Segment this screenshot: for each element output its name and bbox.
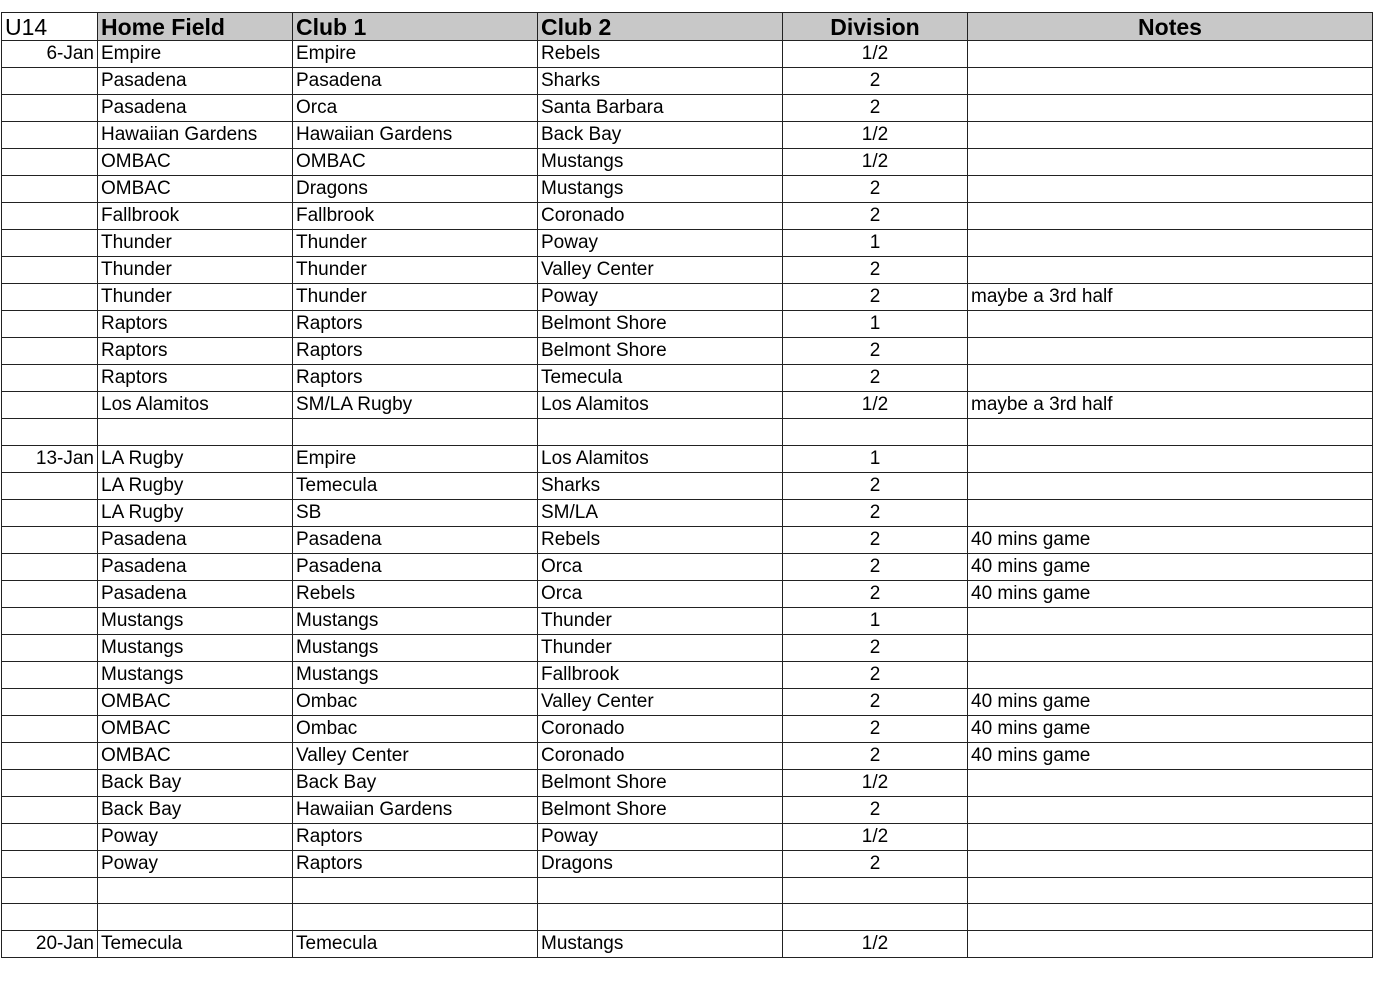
division-cell[interactable]: 1/2 [783,122,968,149]
club1-cell[interactable]: Empire [293,41,538,68]
club2-cell[interactable]: Orca [538,553,783,580]
home-field-cell[interactable]: OMBAC [98,149,293,176]
notes-cell[interactable] [968,445,1373,472]
division-cell[interactable]: 2 [783,850,968,877]
division-cell[interactable]: 2 [783,634,968,661]
table-row [2,445,1373,472]
division-cell[interactable]: 1/2 [783,823,968,850]
notes-cell[interactable] [968,338,1373,365]
club1-cell[interactable]: Valley Center [293,742,538,769]
home-field-cell[interactable]: Thunder [98,257,293,284]
club2-cell[interactable]: Santa Barbara [538,95,783,122]
notes-cell[interactable] [968,661,1373,688]
home-field-cell[interactable]: LA Rugby [98,499,293,526]
date-cell[interactable] [2,392,98,419]
notes-cell[interactable] [968,365,1373,392]
date-cell[interactable] [2,661,98,688]
division-cell[interactable]: 2 [783,526,968,553]
home-field-cell[interactable]: LA Rugby [98,472,293,499]
club1-cell[interactable]: SM/LA Rugby [293,392,538,419]
club1-cell[interactable]: Orca [293,95,538,122]
club2-cell[interactable]: Fallbrook [538,661,783,688]
date-cell[interactable]: 6-Jan [2,41,98,68]
table-row [2,149,1373,176]
notes-cell[interactable] [968,41,1373,68]
division-cell[interactable]: 2 [783,715,968,742]
date-cell[interactable] [2,904,98,931]
table-row [2,203,1373,230]
division-cell[interactable]: 1 [783,311,968,338]
club2-cell[interactable]: Valley Center [538,688,783,715]
division-cell[interactable]: 2 [783,580,968,607]
table-row [2,68,1373,95]
date-cell[interactable] [2,257,98,284]
schedule-table [1,12,1373,958]
header-row [2,13,1373,41]
date-cell[interactable] [2,311,98,338]
home-field-cell[interactable]: OMBAC [98,176,293,203]
club2-cell[interactable]: Coronado [538,203,783,230]
club1-cell[interactable]: Mustangs [293,661,538,688]
home-field-cell[interactable]: LA Rugby [98,445,293,472]
division-cell[interactable]: 1 [783,445,968,472]
notes-cell[interactable] [968,122,1373,149]
club2-cell[interactable]: Mustangs [538,149,783,176]
table-row [2,715,1373,742]
date-cell[interactable] [2,607,98,634]
home-field-cell[interactable]: Back Bay [98,796,293,823]
home-field-cell[interactable]: Pasadena [98,553,293,580]
home-field-cell[interactable] [98,904,293,931]
date-cell[interactable] [2,284,98,311]
division-cell[interactable] [783,419,968,446]
division-cell[interactable]: 2 [783,553,968,580]
club2-cell[interactable]: Rebels [538,41,783,68]
table-row [2,850,1373,877]
club1-cell[interactable]: Raptors [293,850,538,877]
date-cell[interactable] [2,149,98,176]
home-field-cell[interactable]: OMBAC [98,742,293,769]
table-row [2,392,1373,419]
table-row [2,499,1373,526]
club1-cell[interactable]: OMBAC [293,149,538,176]
date-cell[interactable] [2,823,98,850]
club2-cell[interactable]: SM/LA [538,499,783,526]
date-cell[interactable] [2,634,98,661]
club1-cell[interactable]: Temecula [293,930,538,957]
club2-cell[interactable]: Los Alamitos [538,392,783,419]
notes-cell[interactable] [968,311,1373,338]
notes-cell[interactable] [968,930,1373,957]
club2-cell[interactable]: Poway [538,284,783,311]
home-field-cell[interactable]: Pasadena [98,526,293,553]
date-cell[interactable] [2,553,98,580]
date-cell[interactable] [2,877,98,904]
date-cell[interactable] [2,499,98,526]
home-field-cell[interactable]: Pasadena [98,68,293,95]
notes-cell[interactable]: 40 mins game [968,526,1373,553]
table-row [2,230,1373,257]
notes-cell[interactable] [968,95,1373,122]
date-cell[interactable] [2,203,98,230]
club1-cell[interactable]: Fallbrook [293,203,538,230]
date-cell[interactable] [2,769,98,796]
division-header[interactable]: Division [783,13,968,41]
club1-cell[interactable]: Thunder [293,284,538,311]
table-row [2,796,1373,823]
club1-cell[interactable] [293,877,538,904]
table-row [2,526,1373,553]
table-row [2,930,1373,957]
club1-cell[interactable]: Temecula [293,472,538,499]
club2-cell[interactable]: Belmont Shore [538,338,783,365]
notes-cell[interactable] [968,203,1373,230]
home-field-cell[interactable]: Poway [98,823,293,850]
schedule-rows [2,41,1373,958]
date-cell[interactable] [2,122,98,149]
division-cell[interactable] [783,877,968,904]
home-field-cell[interactable]: Temecula [98,930,293,957]
home-field-cell[interactable]: Mustangs [98,607,293,634]
notes-cell[interactable] [968,257,1373,284]
date-cell[interactable] [2,688,98,715]
division-cell[interactable]: 2 [783,203,968,230]
division-cell[interactable]: 2 [783,257,968,284]
division-cell[interactable]: 2 [783,472,968,499]
date-cell[interactable] [2,365,98,392]
notes-cell[interactable] [968,419,1373,446]
club2-cell[interactable]: Coronado [538,715,783,742]
club1-cell[interactable]: Raptors [293,311,538,338]
table-row [2,338,1373,365]
club1-cell[interactable]: Thunder [293,257,538,284]
home-field-cell[interactable] [98,877,293,904]
table-row [2,661,1373,688]
division-cell[interactable] [783,904,968,931]
notes-cell[interactable] [968,472,1373,499]
club2-cell[interactable]: Belmont Shore [538,769,783,796]
table-row [2,877,1373,904]
notes-cell[interactable] [968,850,1373,877]
date-cell[interactable]: 20-Jan [2,930,98,957]
date-cell[interactable] [2,796,98,823]
division-cell[interactable]: 1 [783,230,968,257]
club1-cell[interactable]: Raptors [293,823,538,850]
club2-cell[interactable]: Rebels [538,526,783,553]
club1-cell[interactable]: Pasadena [293,553,538,580]
notes-cell[interactable]: 40 mins game [968,580,1373,607]
notes-cell[interactable] [968,634,1373,661]
division-cell[interactable]: 2 [783,742,968,769]
date-cell[interactable] [2,580,98,607]
notes-cell[interactable]: 40 mins game [968,742,1373,769]
club2-cell[interactable]: Mustangs [538,930,783,957]
club2-cell[interactable]: Poway [538,823,783,850]
table-row [2,688,1373,715]
club1-cell[interactable]: Mustangs [293,607,538,634]
home-field-cell[interactable]: Pasadena [98,95,293,122]
club2-cell[interactable]: Belmont Shore [538,311,783,338]
table-row [2,311,1373,338]
notes-cell[interactable] [968,796,1373,823]
club2-cell[interactable]: Thunder [538,634,783,661]
club1-cell[interactable]: Back Bay [293,769,538,796]
home-field-cell[interactable]: Mustangs [98,634,293,661]
club2-header[interactable]: Club 2 [538,13,783,41]
division-cell[interactable]: 1/2 [783,149,968,176]
club1-cell[interactable]: Pasadena [293,68,538,95]
table-row [2,634,1373,661]
table-row [2,553,1373,580]
table-row [2,823,1373,850]
date-cell[interactable] [2,68,98,95]
club1-cell[interactable]: Hawaiian Gardens [293,796,538,823]
club1-cell[interactable]: Rebels [293,580,538,607]
notes-cell[interactable]: 40 mins game [968,715,1373,742]
table-row [2,257,1373,284]
table-row [2,419,1373,446]
home-field-cell[interactable]: Pasadena [98,580,293,607]
division-cell[interactable]: 1/2 [783,41,968,68]
club1-cell[interactable]: Ombac [293,688,538,715]
club2-cell[interactable] [538,419,783,446]
notes-cell[interactable]: 40 mins game [968,553,1373,580]
date-cell[interactable] [2,526,98,553]
club1-cell[interactable] [293,419,538,446]
notes-cell[interactable]: maybe a 3rd half [968,392,1373,419]
table-row [2,769,1373,796]
home-field-cell[interactable]: Thunder [98,284,293,311]
date-cell[interactable]: 13-Jan [2,445,98,472]
club2-cell[interactable]: Los Alamitos [538,445,783,472]
division-cell[interactable]: 2 [783,499,968,526]
club2-cell[interactable]: Poway [538,230,783,257]
club2-cell[interactable] [538,904,783,931]
notes-cell[interactable] [968,149,1373,176]
club1-cell[interactable]: SB [293,499,538,526]
division-cell[interactable]: 2 [783,365,968,392]
date-cell[interactable] [2,176,98,203]
division-cell[interactable]: 2 [783,176,968,203]
club1-cell[interactable]: Hawaiian Gardens [293,122,538,149]
corner-label-cell[interactable]: U14 [2,13,98,41]
table-row [2,176,1373,203]
home-field-cell[interactable]: Poway [98,850,293,877]
table-row [2,580,1373,607]
club1-cell[interactable]: Raptors [293,365,538,392]
club1-cell[interactable] [293,904,538,931]
notes-header[interactable]: Notes [968,13,1373,41]
date-cell[interactable] [2,230,98,257]
club1-cell[interactable]: Thunder [293,230,538,257]
club2-cell[interactable]: Sharks [538,472,783,499]
club2-cell[interactable]: Belmont Shore [538,796,783,823]
table-row [2,472,1373,499]
table-row [2,365,1373,392]
division-cell[interactable]: 1/2 [783,930,968,957]
notes-cell[interactable] [968,607,1373,634]
home-field-cell[interactable]: Thunder [98,230,293,257]
date-cell[interactable] [2,419,98,446]
home-field-cell[interactable]: Hawaiian Gardens [98,122,293,149]
table-row [2,904,1373,931]
home-field-cell[interactable]: Los Alamitos [98,392,293,419]
division-cell[interactable]: 1/2 [783,769,968,796]
club2-cell[interactable]: Coronado [538,742,783,769]
club2-cell[interactable] [538,877,783,904]
club1-header[interactable]: Club 1 [293,13,538,41]
notes-cell[interactable] [968,904,1373,931]
notes-cell[interactable] [968,499,1373,526]
club1-cell[interactable]: Pasadena [293,526,538,553]
club2-cell[interactable]: Sharks [538,68,783,95]
table-row [2,742,1373,769]
table-row [2,122,1373,149]
club2-cell[interactable]: Back Bay [538,122,783,149]
club2-cell[interactable]: Mustangs [538,176,783,203]
home-field-cell[interactable]: OMBAC [98,715,293,742]
notes-cell[interactable] [968,230,1373,257]
division-cell[interactable]: 2 [783,688,968,715]
club2-cell[interactable]: Temecula [538,365,783,392]
club2-cell[interactable]: Orca [538,580,783,607]
home-field-cell[interactable]: Back Bay [98,769,293,796]
division-cell[interactable]: 2 [783,338,968,365]
notes-cell[interactable] [968,769,1373,796]
date-cell[interactable] [2,850,98,877]
notes-cell[interactable]: 40 mins game [968,688,1373,715]
notes-cell[interactable] [968,176,1373,203]
division-cell[interactable]: 2 [783,661,968,688]
home-field-cell[interactable]: Raptors [98,365,293,392]
division-cell[interactable]: 2 [783,284,968,311]
table-row [2,95,1373,122]
table-row [2,284,1373,311]
date-cell[interactable] [2,742,98,769]
division-cell[interactable]: 2 [783,95,968,122]
home-field-cell[interactable]: Raptors [98,311,293,338]
division-cell[interactable]: 2 [783,68,968,95]
home-field-header[interactable]: Home Field [98,13,293,41]
notes-cell[interactable] [968,823,1373,850]
date-cell[interactable] [2,338,98,365]
home-field-cell[interactable]: Mustangs [98,661,293,688]
home-field-cell[interactable]: OMBAC [98,688,293,715]
home-field-cell[interactable]: Fallbrook [98,203,293,230]
home-field-cell[interactable]: Raptors [98,338,293,365]
club1-cell[interactable]: Dragons [293,176,538,203]
division-cell[interactable]: 1/2 [783,392,968,419]
division-cell[interactable]: 2 [783,796,968,823]
date-cell[interactable] [2,715,98,742]
notes-cell[interactable]: maybe a 3rd half [968,284,1373,311]
date-cell[interactable] [2,472,98,499]
division-cell[interactable]: 1 [783,607,968,634]
club2-cell[interactable]: Thunder [538,607,783,634]
club1-cell[interactable]: Raptors [293,338,538,365]
date-cell[interactable] [2,95,98,122]
table-row [2,41,1373,68]
club1-cell[interactable]: Mustangs [293,634,538,661]
notes-cell[interactable] [968,68,1373,95]
home-field-cell[interactable]: Empire [98,41,293,68]
club2-cell[interactable]: Dragons [538,850,783,877]
notes-cell[interactable] [968,877,1373,904]
club1-cell[interactable]: Ombac [293,715,538,742]
club1-cell[interactable]: Empire [293,445,538,472]
table-row [2,607,1373,634]
club2-cell[interactable]: Valley Center [538,257,783,284]
home-field-cell[interactable] [98,419,293,446]
